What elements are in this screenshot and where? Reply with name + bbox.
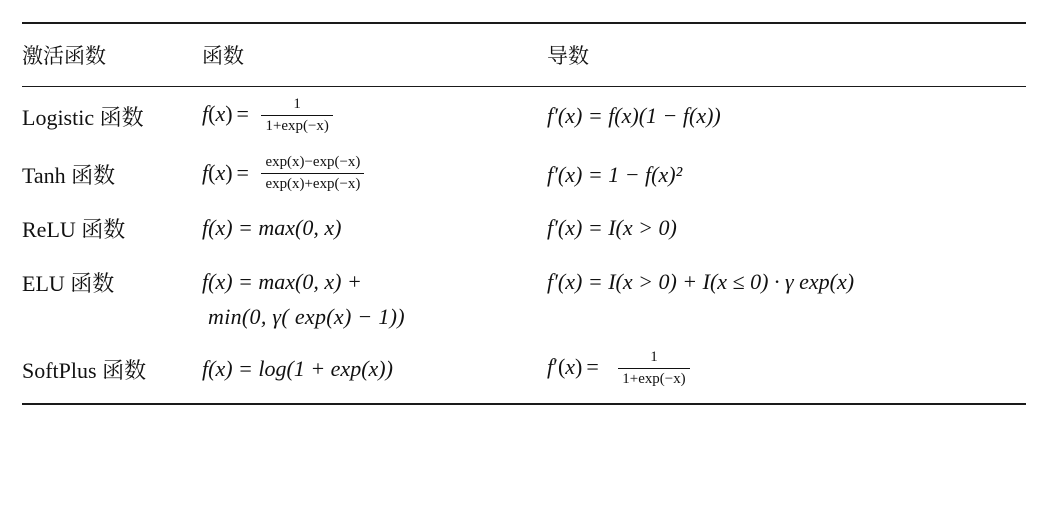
formula-logistic: f(x) = $\frac{1}{1+\exp(-x)}$ bbox=[202, 101, 336, 126]
fraction-numerator: 1 bbox=[618, 348, 689, 369]
row-name-tanh: Tanh 函数 bbox=[22, 163, 116, 189]
table-row bbox=[22, 145, 1026, 203]
activation-functions-body bbox=[22, 87, 1026, 399]
row-function-softplus bbox=[202, 340, 547, 398]
row-derivative-tanh bbox=[547, 145, 1026, 203]
header-cell-activation: 激活函数 bbox=[22, 44, 106, 68]
row-function-relu bbox=[202, 204, 547, 253]
fraction bbox=[261, 153, 364, 193]
formula-tanh: f(x) = $\frac{\exp(x)-\exp(-x)}{\exp(x)+\exp(-x)}$ bbox=[202, 160, 367, 185]
header-row bbox=[22, 24, 1026, 86]
formula-logistic-derivative: f′(x) = f(x)(1 − f(x)) bbox=[547, 103, 721, 129]
row-derivative-softplus bbox=[547, 340, 1026, 398]
table-bottom-rule bbox=[22, 403, 1026, 405]
fraction-denominator: exp(x)+exp(−x) bbox=[265, 176, 361, 193]
formula-elu-line2: min(0, γ( exp(x) − 1)) bbox=[208, 304, 405, 330]
table-page bbox=[0, 22, 1048, 515]
table-row bbox=[22, 87, 1026, 145]
formula-softplus: f(x) = log(1 + exp(x)) bbox=[202, 356, 393, 382]
table-row bbox=[22, 204, 1026, 253]
header-cell-derivative: 导数 bbox=[547, 44, 589, 68]
formula-elu-line1: f(x) = max(0, x) + bbox=[202, 268, 362, 294]
formula-tanh-derivative: f′(x) = 1 − f(x)² bbox=[547, 161, 683, 187]
formula-softplus-derivative: f′(x) = $\frac{1}{1+\exp(-x)}$ bbox=[547, 354, 693, 379]
activation-functions-table bbox=[22, 24, 1026, 86]
row-name-relu: ReLU 函数 bbox=[22, 216, 126, 242]
header-cell-function: 函数 bbox=[202, 44, 244, 68]
row-function-elu bbox=[202, 253, 547, 340]
fraction bbox=[618, 348, 689, 388]
fraction-numerator: 1 bbox=[261, 95, 332, 116]
row-derivative-elu bbox=[547, 253, 1026, 340]
row-function-tanh bbox=[202, 145, 547, 203]
row-function-logistic bbox=[202, 87, 547, 145]
fraction bbox=[261, 95, 332, 135]
formula-relu: f(x) = max(0, x) bbox=[202, 215, 342, 241]
table-row bbox=[22, 340, 1026, 398]
table-row bbox=[22, 253, 1026, 340]
row-name-logistic: Logistic 函数 bbox=[22, 104, 144, 130]
table-header bbox=[22, 24, 1026, 86]
formula-elu-derivative: f′(x) = I(x > 0) + I(x ≤ 0) · γ exp(x) bbox=[547, 268, 855, 294]
row-derivative-logistic bbox=[547, 87, 1026, 145]
formula-relu-derivative: f′(x) = I(x > 0) bbox=[547, 215, 677, 241]
row-name-elu: ELU 函数 bbox=[22, 270, 115, 296]
row-name-softplus: SoftPlus 函数 bbox=[22, 357, 147, 383]
fraction-denominator: 1+exp(−x) bbox=[622, 370, 686, 387]
fraction-numerator: exp(x)−exp(−x) bbox=[261, 153, 364, 174]
fraction-denominator: 1+exp(−x) bbox=[265, 117, 329, 134]
row-derivative-relu bbox=[547, 204, 1026, 253]
